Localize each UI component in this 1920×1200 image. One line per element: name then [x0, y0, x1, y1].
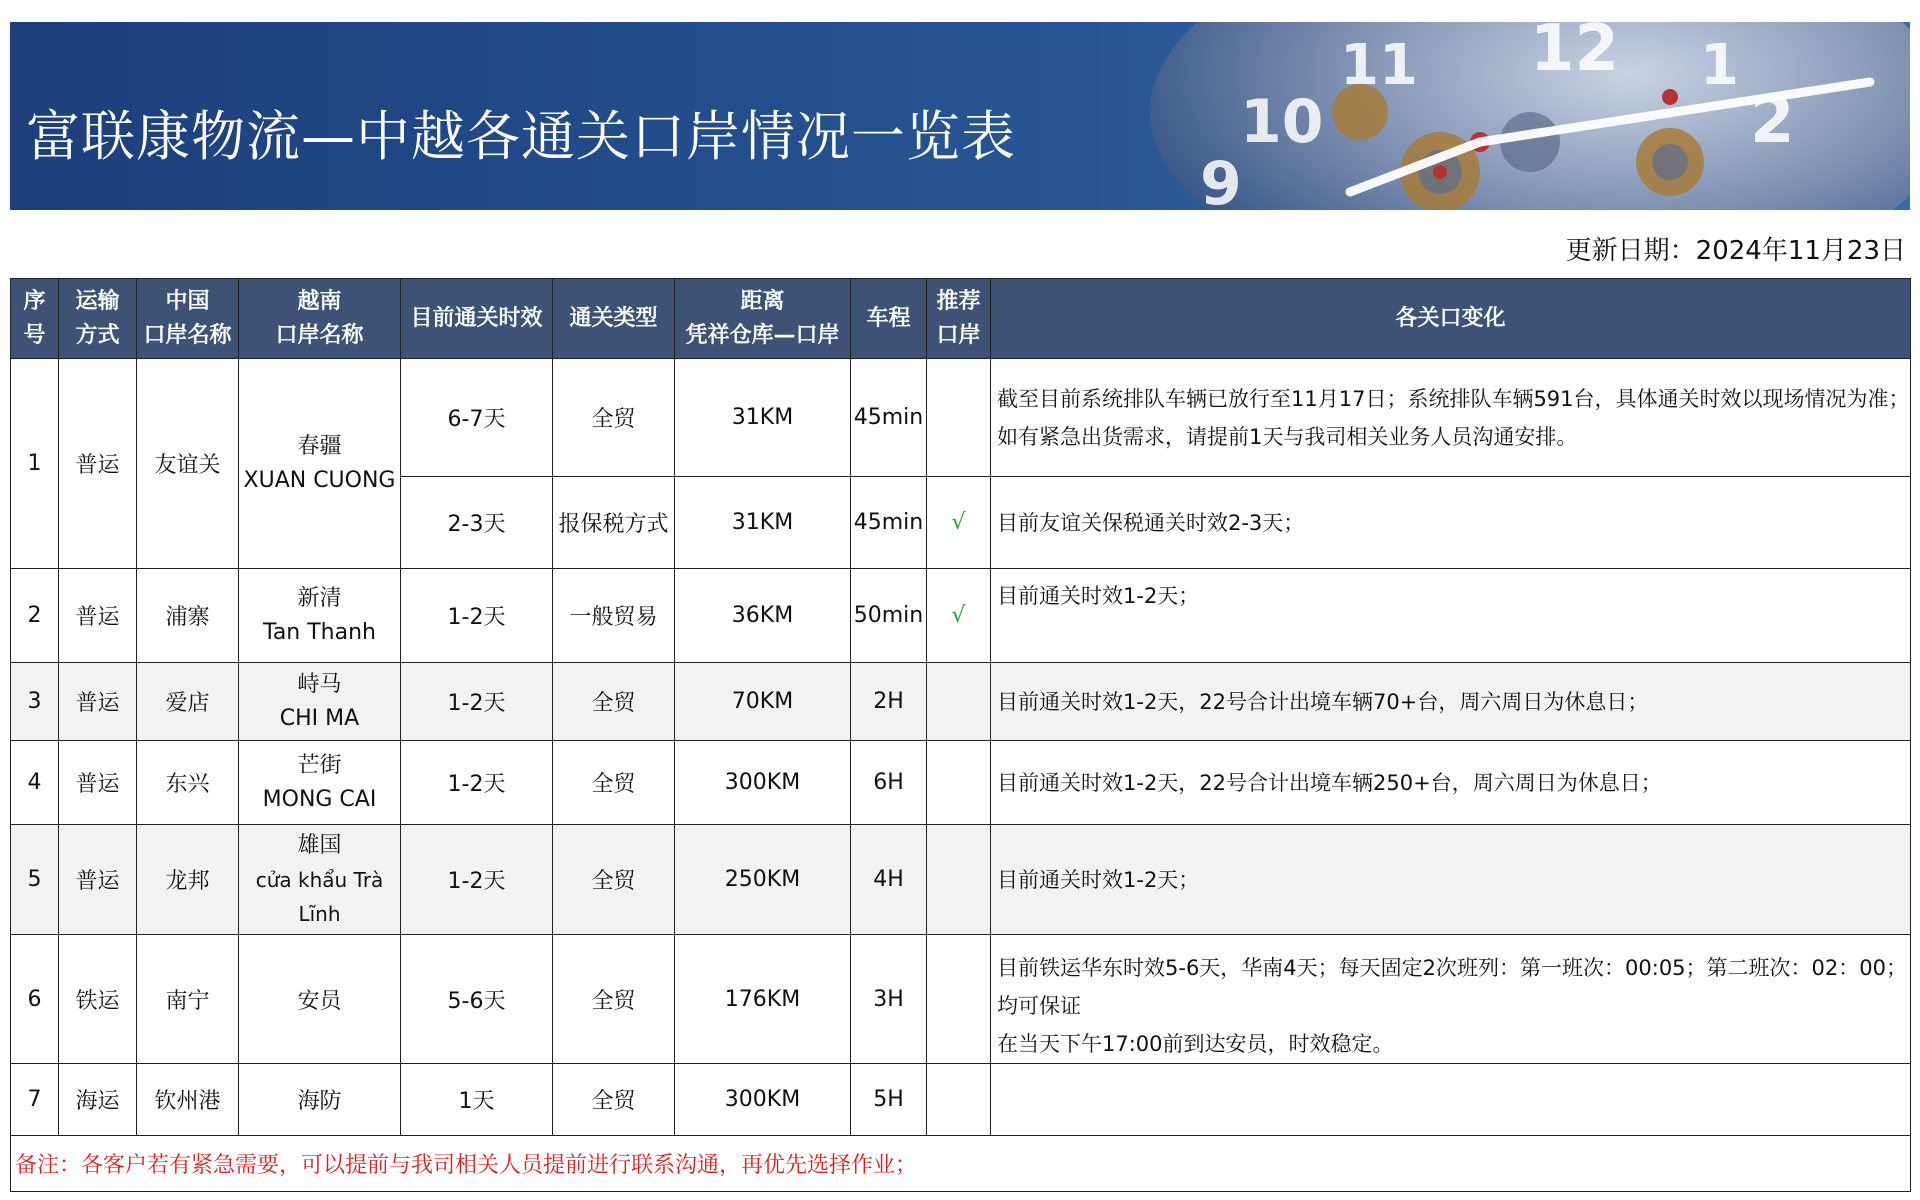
cell-transport: 海运 [59, 1064, 137, 1136]
header-seq: 序 号 [11, 279, 59, 359]
note-text: 备注：各客户若有紧急需要，可以提前与我司相关人员提前进行联系沟通，再优先选择作业； [11, 1136, 1911, 1192]
cell-transport: 普运 [59, 663, 137, 741]
cell-distance: 250KM [675, 825, 851, 935]
cell-timeliness: 1-2天 [401, 663, 553, 741]
cell-drive: 6H [851, 741, 927, 825]
changes-line: 如有紧急出货需求，请提前1天与我司相关业务人员沟通安排。 [997, 424, 1578, 449]
vn-port-vn: Tan Thanh [263, 619, 376, 645]
note-row [11, 1136, 1911, 1192]
cell-seq: 3 [11, 663, 59, 741]
vn-port-vn: CHI MA [279, 705, 360, 731]
cell-changes [991, 741, 1911, 825]
cell-type: 全贸 [553, 825, 675, 935]
cell-transport: 普运 [59, 359, 137, 569]
cell-type: 全贸 [553, 1064, 675, 1136]
cell-seq: 7 [11, 1064, 59, 1136]
cell-cn-port: 龙邦 [137, 825, 239, 935]
clock-numeral: 10 [1240, 87, 1324, 157]
update-date: 更新日期：2024年11月23日 [1565, 236, 1906, 266]
table-header-row [11, 279, 1911, 359]
cell-vn-port [239, 741, 401, 825]
changes-line: 目前通关时效1-2天，22号合计出境车辆250+台，周六周日为休息日； [997, 770, 1662, 795]
clock-illustration [1110, 22, 1910, 210]
cell-type: 一般贸易 [553, 569, 675, 663]
cell-distance: 300KM [675, 1064, 851, 1136]
cell-seq: 2 [11, 569, 59, 663]
table-row [11, 569, 1911, 663]
clock-numeral: 11 [1340, 33, 1418, 98]
cell-timeliness: 6-7天 [401, 359, 553, 477]
cell-type: 全贸 [553, 741, 675, 825]
cell-drive: 45min [851, 477, 927, 569]
port-status-table [10, 278, 1911, 1192]
cell-changes [991, 825, 1911, 935]
changes-line: 目前铁运华东时效5-6天，华南4天；每天固定2次班列：第一班次：00:05；第二班次：02：00；均可保证 [997, 956, 1907, 1018]
table-row [11, 825, 1911, 935]
cell-transport: 普运 [59, 569, 137, 663]
header-timeliness: 目前通关时效 [401, 279, 553, 359]
vn-port-vn: cửa khẩu Trà Lĩnh [255, 867, 384, 926]
cell-recommended [927, 1064, 991, 1136]
cell-recommended [927, 741, 991, 825]
cell-recommended: √ [927, 477, 991, 569]
header-vn-port: 越南 口岸名称 [239, 279, 401, 359]
changes-line: 截至目前系统排队车辆已放行至11月17日；系统排队车辆591台，具体通关时效以现场情况为准； [997, 386, 1910, 411]
cell-timeliness: 5-6天 [401, 935, 553, 1064]
cell-transport: 铁运 [59, 935, 137, 1064]
cell-changes [991, 359, 1911, 477]
cell-drive: 5H [851, 1064, 927, 1136]
header-clearance-type: 通关类型 [553, 279, 675, 359]
cell-changes [991, 1064, 1911, 1136]
cell-cn-port: 友谊关 [137, 359, 239, 569]
cell-cn-port: 南宁 [137, 935, 239, 1064]
cell-type: 报保税方式 [553, 477, 675, 569]
cell-seq: 1 [11, 359, 59, 569]
cell-recommended: √ [927, 569, 991, 663]
cell-timeliness: 1-2天 [401, 741, 553, 825]
vn-port-vn: XUAN CUONG [243, 467, 396, 493]
cell-recommended [927, 663, 991, 741]
cell-type: 全贸 [553, 935, 675, 1064]
cell-changes [991, 569, 1911, 663]
changes-line: 目前通关时效1-2天； [997, 867, 1200, 892]
cell-distance: 176KM [675, 935, 851, 1064]
cell-timeliness: 2-3天 [401, 477, 553, 569]
vn-port-cn: 雄国 [297, 832, 342, 858]
changes-line: 目前通关时效1-2天； [997, 584, 1200, 608]
cell-recommended [927, 935, 991, 1064]
cell-timeliness: 1-2天 [401, 825, 553, 935]
cell-cn-port: 钦州港 [137, 1064, 239, 1136]
cell-type: 全贸 [553, 359, 675, 477]
header-changes: 各关口变化 [991, 279, 1911, 359]
vn-port-cn: 春疆 [297, 433, 342, 459]
cell-changes [991, 663, 1911, 741]
table-row [11, 663, 1911, 741]
changes-line: 目前友谊关保税通关时效2-3天； [997, 510, 1305, 535]
cell-recommended [927, 359, 991, 477]
cell-drive: 4H [851, 825, 927, 935]
cell-vn-port: 安员 [239, 935, 401, 1064]
cell-seq: 4 [11, 741, 59, 825]
title-banner [10, 22, 1910, 210]
clock-numeral: 1 [1700, 33, 1739, 98]
cell-drive: 3H [851, 935, 927, 1064]
cell-distance: 36KM [675, 569, 851, 663]
vn-port-cn: 芒街 [297, 752, 342, 778]
header-transport: 运输 方式 [59, 279, 137, 359]
vn-port-cn: 峙马 [297, 671, 342, 697]
cell-recommended [927, 825, 991, 935]
vn-port-cn: 新清 [297, 585, 342, 611]
cell-transport: 普运 [59, 741, 137, 825]
cell-distance: 300KM [675, 741, 851, 825]
cell-distance: 31KM [675, 477, 851, 569]
table-row [11, 359, 1911, 477]
table-row [11, 935, 1911, 1064]
clock-numeral: 12 [1530, 22, 1620, 86]
cell-vn-port: 海防 [239, 1064, 401, 1136]
cell-cn-port: 爱店 [137, 663, 239, 741]
cell-vn-port [239, 825, 401, 935]
cell-changes [991, 477, 1911, 569]
changes-line: 在当天下午17:00前到达安员，时效稳定。 [997, 1032, 1394, 1056]
cell-drive: 45min [851, 359, 927, 477]
cell-cn-port: 东兴 [137, 741, 239, 825]
header-cn-port: 中国 口岸名称 [137, 279, 239, 359]
table-row [11, 741, 1911, 825]
cell-drive: 2H [851, 663, 927, 741]
table-row [11, 1064, 1911, 1136]
header-distance: 距离 凭祥仓库—口岸 [675, 279, 851, 359]
clock-image [1110, 22, 1910, 210]
cell-vn-port [239, 569, 401, 663]
cell-seq: 6 [11, 935, 59, 1064]
cell-drive: 50min [851, 569, 927, 663]
page-title: 富联康物流—中越各通关口岸情况一览表 [26, 105, 1016, 168]
cell-transport: 普运 [59, 825, 137, 935]
cell-type: 全贸 [553, 663, 675, 741]
cell-timeliness: 1天 [401, 1064, 553, 1136]
header-recommended: 推荐 口岸 [927, 279, 991, 359]
cell-distance: 31KM [675, 359, 851, 477]
clock-numeral: 2 [1750, 84, 1795, 158]
cell-distance: 70KM [675, 663, 851, 741]
cell-seq: 5 [11, 825, 59, 935]
cell-timeliness: 1-2天 [401, 569, 553, 663]
clock-numeral: 9 [1200, 149, 1242, 210]
changes-line: 目前通关时效1-2天，22号合计出境车辆70+台，周六周日为休息日； [997, 689, 1649, 714]
cell-changes [991, 935, 1911, 1064]
vn-port-vn: MONG CAI [262, 786, 377, 812]
cell-vn-port [239, 663, 401, 741]
header-drive-time: 车程 [851, 279, 927, 359]
cell-cn-port: 浦寨 [137, 569, 239, 663]
cell-vn-port [239, 359, 401, 569]
